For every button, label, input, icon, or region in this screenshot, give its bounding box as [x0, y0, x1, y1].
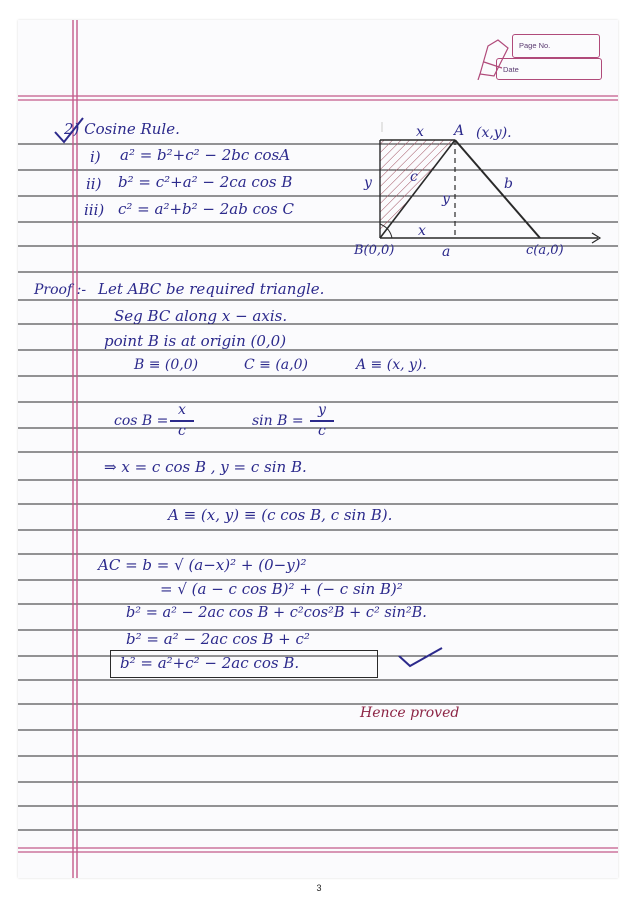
diagram-label-a-vertex: A — [454, 123, 465, 139]
rule-3-formula: c² = a²+b² − 2ab cos C — [118, 200, 294, 218]
diagram-label-c-side: c — [410, 169, 418, 185]
hence-proved: Hence proved — [360, 705, 460, 721]
proof-line-3: point B is at origin (0,0) — [104, 332, 287, 350]
rule-1-formula: a² = b²+c² − 2bc cosA — [120, 146, 291, 164]
proof-line-2: Seg BC along x − axis. — [114, 307, 288, 325]
coord-b: B ≡ (0,0) — [134, 357, 199, 373]
diagram-label-b-origin: B(0,0) — [354, 243, 395, 258]
page-no-box — [512, 34, 600, 58]
diagram-label-y-mid: y — [442, 191, 450, 207]
diagram-label-x-top: x — [416, 124, 424, 140]
cosb-fraction-bar — [170, 420, 194, 422]
coord-a: A ≡ (x, y). — [356, 357, 427, 373]
diagram-label-y-left: y — [364, 175, 372, 191]
diagram-label-a-coord: (x,y). — [476, 125, 512, 141]
coord-c: C ≡ (a,0) — [244, 357, 308, 373]
sinb-denominator: c — [318, 423, 326, 439]
final-result: b² = a²+c² − 2ac cos B. — [120, 654, 300, 672]
sinb-numerator: y — [318, 402, 326, 418]
sinb-fraction-bar — [310, 420, 334, 422]
diagram-label-c-vertex: c(a,0) — [526, 243, 564, 258]
cosb-numerator: x — [178, 402, 186, 418]
rule-1-number: i) — [90, 148, 101, 166]
triangle-diagram — [370, 120, 610, 260]
cosb-denominator: c — [178, 423, 186, 439]
sinb-lhs: sin B = — [252, 413, 304, 429]
rule-2-formula: b² = c²+a² − 2ca cos B — [118, 173, 293, 191]
cosb-lhs: cos B = — [114, 413, 169, 429]
step-3: b² = a² − 2ac cos B + c²cos²B + c² sin²B. — [126, 605, 427, 621]
date-label: Date — [503, 65, 519, 74]
proof-line-1: Let ABC be required triangle. — [98, 280, 325, 298]
diagram-label-x-bottom: x — [418, 223, 426, 239]
step-1: AC = b = √ (a−x)² + (0−y)² — [98, 556, 307, 574]
step-2: = √ (a − c cos B)² + (− c sin B)² — [160, 580, 403, 598]
section-title: 2) Cosine Rule. — [64, 120, 180, 138]
date-box — [496, 58, 602, 80]
a-equals-line: A ≡ (x, y) ≡ (c cos B, c sin B). — [168, 506, 393, 524]
notebook-page — [18, 20, 618, 878]
diagram-label-a-base: a — [442, 244, 451, 260]
proof-label: Proof :- — [34, 282, 87, 298]
implies-line: ⇒ x = c cos B , y = c sin B. — [104, 458, 307, 476]
page-number: 3 — [316, 883, 322, 893]
rule-3-number: iii) — [84, 201, 105, 219]
page-no-label: Page No. — [519, 41, 551, 50]
step-4: b² = a² − 2ac cos B + c² — [126, 630, 310, 648]
rule-2-number: ii) — [86, 175, 102, 193]
diagram-label-b-side: b — [504, 176, 513, 192]
tick-icon — [396, 644, 444, 668]
